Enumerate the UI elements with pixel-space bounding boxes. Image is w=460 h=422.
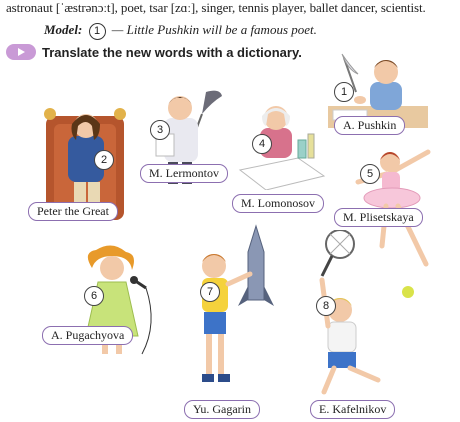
number-badge-8: 8 <box>316 296 336 316</box>
number-badge-2: 2 <box>94 150 114 170</box>
play-icon[interactable] <box>6 44 36 60</box>
label-kafelnikov: E. Kafelnikov <box>310 400 395 419</box>
number-badge-3: 3 <box>150 120 170 140</box>
model-label: Model: <box>44 22 83 37</box>
number-badge-5: 5 <box>360 164 380 184</box>
gagarin-illustration <box>178 222 274 394</box>
label-pugachyova: A. Pugachyova <box>42 326 133 345</box>
model-line <box>44 22 317 40</box>
label-plisetskaya: M. Plisetskaya <box>334 208 423 227</box>
label-peter-the-great: Peter the Great <box>28 202 118 221</box>
new-words-line: astronaut [ˈæstrənɔːt], poet, tsar [zɑː], singer, tennis player, ballet dancer, scientist. <box>6 0 426 15</box>
label-lomonosov: M. Lomonosov <box>232 194 324 213</box>
number-badge-7: 7 <box>200 282 220 302</box>
model-number-circle: 1 <box>89 23 106 40</box>
number-badge-1: 1 <box>334 82 354 102</box>
number-badge-4: 4 <box>252 134 272 154</box>
label-gagarin: Yu. Gagarin <box>184 400 260 419</box>
task-text: Translate the new words with a dictionary. <box>42 44 302 60</box>
label-lermontov: M. Lermontov <box>140 164 228 183</box>
model-sentence: — Little Pushkin will be a famous poet. <box>111 22 317 37</box>
task-instruction <box>6 44 302 60</box>
number-badge-6: 6 <box>84 286 104 306</box>
label-pushkin: A. Pushkin <box>334 116 405 135</box>
